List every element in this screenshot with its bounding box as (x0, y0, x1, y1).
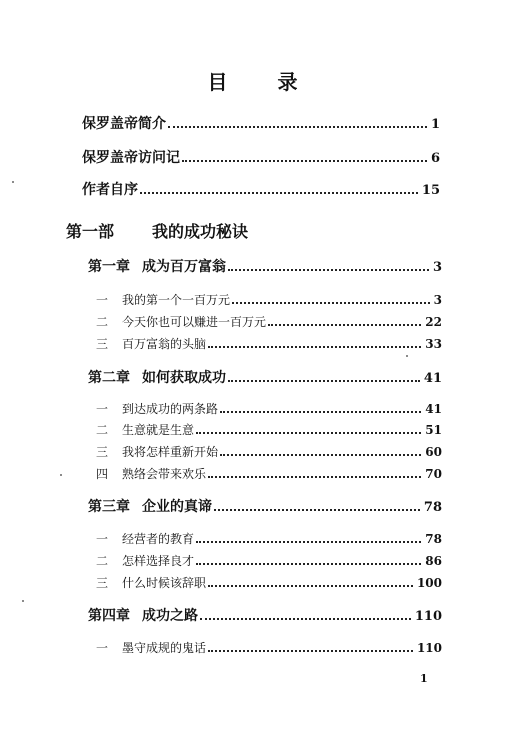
chapter-name: 成为百万富翁 (142, 259, 226, 275)
chapter-number: 第三章 (88, 499, 130, 515)
scan-speck (406, 355, 408, 357)
chapter-number: 第一章 (88, 259, 130, 275)
toc-entry-intro[interactable] (82, 112, 440, 133)
section-number: 一 (96, 641, 109, 655)
leader-dots (196, 420, 421, 434)
leader-dots (228, 255, 429, 271)
section-number: 三 (96, 576, 109, 590)
leader-dots (140, 178, 418, 194)
section-label: 什么时候该辞职 (122, 576, 207, 590)
scan-speck (12, 181, 14, 183)
section-page: 22 (425, 315, 442, 329)
chapter-name: 如何获取成功 (142, 370, 226, 386)
toc-section[interactable] (96, 638, 442, 656)
section-label: 到达成功的两条路 (122, 402, 219, 416)
toc-chapter-1[interactable] (88, 255, 442, 276)
toc-chapter-2[interactable] (88, 366, 442, 387)
section-page: 41 (425, 402, 442, 416)
chapter-page: 3 (432, 260, 442, 275)
section-label: 墨守成规的鬼话 (122, 641, 207, 655)
section-page: 70 (425, 467, 442, 481)
section-page: 3 (433, 293, 442, 307)
entry-label: 保罗盖帝访问记 (82, 150, 180, 166)
leader-dots (228, 366, 420, 382)
section-page: 60 (425, 445, 442, 459)
leader-dots (232, 290, 430, 304)
leader-dots (200, 604, 411, 620)
leader-dots (220, 442, 421, 456)
chapter-page: 78 (423, 500, 442, 515)
footer-page-number: 1 (420, 672, 428, 685)
entry-label: 保罗盖帝简介 (82, 116, 166, 132)
chapter-number: 第四章 (88, 608, 130, 624)
chapter-name: 企业的真谛 (142, 499, 212, 515)
leader-dots (196, 551, 421, 565)
part-number: 第一部 (66, 222, 115, 241)
toc-section[interactable] (96, 464, 442, 482)
section-label: 生意就是生意 (122, 423, 195, 437)
scan-speck (22, 600, 24, 602)
section-page: 86 (425, 554, 442, 568)
toc-section[interactable] (96, 399, 442, 417)
section-number: 二 (96, 554, 109, 568)
leader-dots (168, 112, 427, 128)
part-name: 我的成功秘诀 (152, 222, 249, 241)
section-label: 我将怎样重新开始 (122, 445, 219, 459)
leader-dots (220, 399, 421, 413)
toc-chapter-3[interactable] (88, 495, 442, 516)
toc-section[interactable] (96, 334, 442, 352)
toc-title-right: 录 (277, 70, 298, 94)
section-label: 怎样选择良才 (122, 554, 195, 568)
toc-section[interactable] (96, 312, 442, 330)
chapter-number: 第二章 (88, 370, 130, 386)
entry-page: 6 (430, 151, 440, 166)
toc-title-left: 目 (207, 70, 228, 94)
chapter-name: 成功之路 (142, 608, 198, 624)
section-page: 100 (416, 576, 442, 590)
section-number: 一 (96, 293, 109, 307)
toc-chapter-4[interactable] (88, 604, 442, 625)
section-number: 一 (96, 532, 109, 546)
section-page: 51 (425, 423, 442, 437)
leader-dots (182, 146, 427, 162)
entry-page: 1 (430, 117, 440, 132)
leader-dots (196, 529, 421, 543)
section-label: 经营者的教育 (122, 532, 195, 546)
toc-entry-interview[interactable] (82, 146, 440, 167)
toc-entry-preface[interactable] (82, 178, 440, 199)
toc-section[interactable] (96, 551, 442, 569)
section-page: 78 (425, 532, 442, 546)
leader-dots (208, 334, 421, 348)
toc-section[interactable] (96, 442, 442, 460)
leader-dots (268, 312, 421, 326)
section-number: 四 (96, 467, 109, 481)
section-page: 110 (416, 641, 442, 655)
section-label: 百万富翁的头脑 (122, 337, 207, 351)
entry-label: 作者自序 (82, 182, 138, 198)
leader-dots (208, 464, 421, 478)
section-number: 二 (96, 315, 109, 329)
toc-section[interactable] (96, 573, 442, 591)
part-heading (66, 219, 248, 242)
section-number: 二 (96, 423, 109, 437)
section-label: 熟络会带来欢乐 (122, 467, 207, 481)
section-number: 三 (96, 445, 109, 459)
entry-page: 15 (421, 183, 440, 198)
section-number: 一 (96, 402, 109, 416)
section-label: 我的第一个一百万元 (122, 293, 231, 307)
section-page: 33 (425, 337, 442, 351)
toc-title (0, 66, 505, 95)
leader-dots (208, 573, 413, 587)
toc-section[interactable] (96, 290, 442, 308)
toc-section[interactable] (96, 529, 442, 547)
chapter-page: 110 (414, 609, 442, 624)
leader-dots (214, 495, 420, 511)
section-number: 三 (96, 337, 109, 351)
section-label: 今天你也可以赚进一百万元 (122, 315, 267, 329)
chapter-page: 41 (423, 371, 442, 386)
toc-section[interactable] (96, 420, 442, 438)
scan-speck (60, 474, 62, 476)
leader-dots (208, 638, 413, 652)
